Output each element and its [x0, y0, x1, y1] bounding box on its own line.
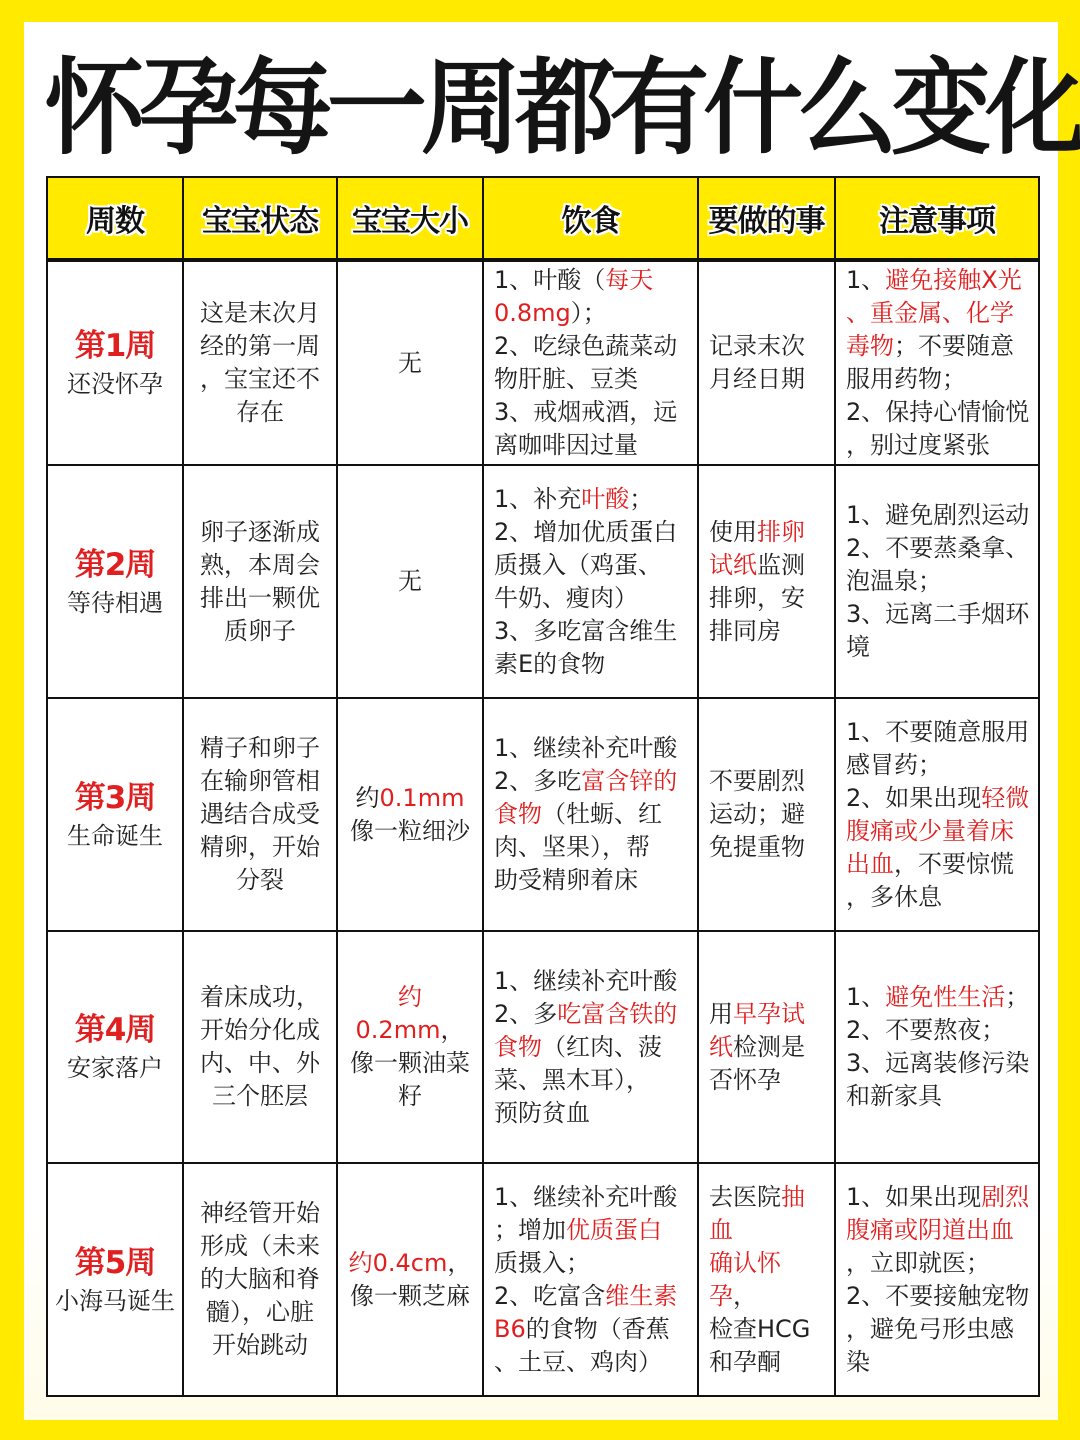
- text-line: [494, 732, 691, 765]
- highlight-text: 优质蛋白: [566, 1215, 662, 1244]
- text-line: [348, 1280, 472, 1313]
- text-segment: 记录末次: [709, 332, 805, 360]
- text-line: [494, 582, 691, 615]
- text-segment: 3、戒烟戒酒，远: [494, 398, 678, 426]
- text-line: [494, 549, 691, 582]
- text-line: [846, 330, 1032, 363]
- text-segment: 像一粒细沙: [350, 816, 470, 845]
- week-name: 生命诞生: [67, 821, 163, 850]
- text-line: [709, 516, 828, 549]
- text-line: [494, 965, 691, 998]
- cell-diet: [483, 260, 698, 465]
- text-line: 分裂: [236, 866, 284, 894]
- text-segment: 无: [398, 567, 422, 595]
- text-segment: 服用药物；: [846, 365, 966, 393]
- text-line: [494, 1280, 691, 1313]
- highlight-text: 腹痛或阴道出血: [846, 1215, 1014, 1244]
- text-segment: 1、不要随意服用: [846, 717, 1030, 746]
- highlight-text: 叶酸: [581, 484, 630, 513]
- text-line: [494, 798, 691, 831]
- week-number: 第3周: [74, 779, 156, 816]
- text-line: [348, 347, 472, 380]
- text-line: [494, 396, 691, 429]
- cell-diet: [483, 465, 698, 698]
- highlight-text: 轻微: [981, 783, 1030, 812]
- cell-todo: [698, 1163, 835, 1396]
- text-segment: 2、保持心情愉悦: [846, 398, 1030, 426]
- cell-todo: [698, 931, 835, 1163]
- text-segment: 不要剧烈: [709, 767, 805, 795]
- highlight-text: 食物: [494, 800, 542, 828]
- text-line: [846, 429, 1032, 462]
- text-segment: 1、: [846, 983, 886, 1011]
- text-segment: 助受精卵着床: [494, 866, 638, 894]
- text-line: [348, 782, 472, 815]
- text-segment: 菜、黑木耳），: [494, 1065, 650, 1094]
- highlight-text: 早孕试: [733, 999, 805, 1028]
- text-segment: 离咖啡因过量: [494, 431, 638, 459]
- highlight-text: 抽血: [709, 1182, 805, 1244]
- text-segment: ，: [447, 1248, 472, 1277]
- text-segment: 1、补充: [494, 484, 582, 513]
- text-segment: 1、继续补充叶酸: [494, 734, 678, 762]
- text-line: [846, 848, 1032, 881]
- text-line: [846, 1214, 1032, 1247]
- text-line: 熟，本周会: [200, 550, 320, 579]
- text-line: [846, 981, 1032, 1014]
- cell-notes: [835, 260, 1039, 465]
- text-line: [494, 1064, 691, 1097]
- header-baby-size: 宝宝大小: [337, 177, 483, 260]
- header-baby-state: 宝宝状态: [183, 177, 337, 260]
- text-segment: 约: [355, 783, 380, 812]
- pregnancy-weeks-table: [46, 176, 1040, 1397]
- cell-baby-state: [183, 1163, 337, 1396]
- text-line: [348, 981, 472, 1047]
- cell-baby-state: [183, 465, 337, 698]
- text-line: [709, 582, 828, 615]
- text-segment: 2、如果出现: [846, 783, 982, 812]
- text-segment: 2、吃富含: [494, 1281, 606, 1310]
- cell-baby-state: [183, 931, 337, 1163]
- text-line: [709, 998, 828, 1031]
- highlight-text: 约0.2mm: [355, 983, 441, 1044]
- text-line: [709, 1181, 828, 1247]
- text-line: [846, 499, 1032, 532]
- text-segment: 2、不要蒸桑拿、: [846, 534, 1030, 562]
- cell-week: [47, 260, 183, 465]
- week-number: 第5周: [74, 1244, 156, 1281]
- header-todo: 要做的事: [698, 177, 835, 260]
- highlight-text: 维生素: [605, 1281, 678, 1310]
- text-line: [348, 815, 472, 848]
- cell-todo: [698, 698, 835, 931]
- cell-diet: [483, 931, 698, 1163]
- text-line: 的大脑和脊: [200, 1265, 320, 1293]
- week-number: 第4周: [74, 1012, 156, 1048]
- highlight-text: 吃富含铁的: [557, 999, 678, 1028]
- text-line: 质卵子: [224, 616, 296, 645]
- week-name: 还没怀孕: [67, 370, 163, 398]
- text-segment: 2、不要熬夜；: [846, 1016, 1006, 1044]
- cell-todo: [698, 465, 835, 698]
- text-line: 开始跳动: [212, 1331, 308, 1359]
- text-line: [846, 565, 1032, 598]
- cell-baby-size: [337, 931, 483, 1163]
- text-line: [494, 1097, 691, 1130]
- highlight-text: B6: [494, 1314, 526, 1343]
- header-diet: 饮食: [483, 177, 698, 260]
- text-line: [494, 330, 691, 363]
- highlight-text: 富含锌的: [581, 767, 678, 795]
- text-segment: 3、多吃富含维生: [494, 616, 678, 645]
- text-line: 着床成功，: [200, 983, 320, 1011]
- text-segment: 质摄入；: [494, 1248, 590, 1277]
- text-line: [846, 264, 1032, 297]
- highlight-text: 毒物: [846, 332, 894, 360]
- text-segment: 、土豆、鸡肉）: [494, 1347, 662, 1376]
- text-line: [709, 615, 828, 648]
- cell-week: [47, 931, 183, 1163]
- text-line: [846, 716, 1032, 749]
- text-line: [846, 782, 1032, 815]
- text-line: [494, 429, 691, 462]
- highlight-text: 、重金属、化学: [846, 299, 1014, 327]
- text-line: 存在: [236, 398, 284, 426]
- text-line: 精卵，开始: [200, 833, 320, 861]
- text-segment: 1、叶酸（: [494, 266, 606, 294]
- text-line: 髓），心脏: [206, 1298, 314, 1326]
- text-segment: 泡温泉；: [846, 567, 942, 595]
- text-segment: 1、继续补充叶酸: [494, 1182, 678, 1211]
- highlight-text: 剧烈: [981, 1182, 1030, 1211]
- cell-notes: [835, 465, 1039, 698]
- text-segment: （牡蛎、红: [542, 800, 662, 828]
- text-segment: 和孕酮: [709, 1347, 781, 1376]
- table-row: [47, 698, 1039, 931]
- table-header-row: [47, 177, 1039, 260]
- cell-week: [47, 465, 183, 698]
- text-segment: ，多休息: [846, 882, 942, 911]
- text-line: [846, 1346, 1032, 1379]
- text-segment: 感冒药；: [846, 750, 942, 779]
- text-segment: 监测: [757, 550, 805, 579]
- highlight-text: 腹痛或少量着床: [846, 816, 1014, 845]
- text-line: [846, 363, 1032, 396]
- text-segment: 去医院: [709, 1182, 781, 1211]
- text-line: [494, 615, 691, 648]
- text-segment: 否怀孕: [709, 1065, 781, 1094]
- text-line: ，宝宝还不: [200, 365, 320, 393]
- text-line: [846, 598, 1032, 631]
- text-segment: ，: [440, 1016, 465, 1044]
- text-line: [494, 1313, 691, 1346]
- text-segment: 的食物（香蕉: [525, 1314, 670, 1343]
- highlight-text: 每天: [605, 266, 654, 294]
- text-segment: 检测是: [733, 1032, 805, 1061]
- text-segment: 籽: [398, 1082, 422, 1110]
- text-segment: 1、: [846, 266, 886, 294]
- text-segment: 1、如果出现: [846, 1182, 982, 1211]
- text-segment: 肉、坚果），帮: [494, 833, 650, 861]
- week-name: 安家落户: [67, 1054, 163, 1082]
- text-line: [709, 549, 828, 582]
- header-week: 周数: [47, 177, 183, 260]
- cell-baby-size: [337, 1163, 483, 1396]
- text-segment: 物肝脏、豆类: [494, 365, 638, 393]
- text-segment: 2、多吃: [494, 767, 582, 795]
- text-line: [494, 363, 691, 396]
- text-line: [709, 363, 828, 396]
- text-segment: ，立即就医；: [846, 1248, 990, 1277]
- text-line: [348, 1047, 472, 1080]
- text-line: [846, 1313, 1032, 1346]
- cell-week: [47, 1163, 183, 1396]
- text-line: [846, 396, 1032, 429]
- cell-diet: [483, 698, 698, 931]
- text-segment: 质摄入（鸡蛋、: [494, 550, 662, 579]
- highlight-text: 食物: [494, 1032, 542, 1061]
- text-segment: ，: [733, 1281, 757, 1310]
- table-row: [47, 931, 1039, 1163]
- text-segment: 像一颗油菜: [350, 1049, 470, 1077]
- week-number: 第1周: [74, 328, 156, 364]
- text-segment: 免提重物: [709, 833, 805, 861]
- text-line: [494, 648, 691, 681]
- text-line: 遇结合成受: [200, 800, 320, 828]
- header-notes: 注意事项: [835, 177, 1039, 260]
- text-segment: 像一颗芝麻: [350, 1281, 470, 1310]
- text-line: [709, 1247, 828, 1313]
- text-line: [846, 749, 1032, 782]
- week-name: 小海马诞生: [55, 1286, 175, 1315]
- text-line: [709, 1064, 828, 1097]
- text-line: 卵子逐渐成: [200, 517, 320, 546]
- text-segment: 3、远离二手烟环: [846, 600, 1030, 628]
- text-segment: ）；: [570, 299, 607, 327]
- text-line: 经的第一周: [200, 332, 320, 360]
- text-line: [846, 1080, 1032, 1113]
- highlight-text: 试纸: [709, 550, 757, 579]
- highlight-text: 确认怀孕: [709, 1248, 781, 1310]
- text-line: 三个胚层: [212, 1082, 308, 1110]
- text-segment: 1、避免剧烈运动: [846, 501, 1030, 529]
- text-line: [846, 1047, 1032, 1080]
- text-segment: 排同房: [709, 616, 781, 645]
- text-line: [494, 1031, 691, 1064]
- cell-notes: [835, 1163, 1039, 1396]
- text-line: [709, 798, 828, 831]
- text-line: [846, 1280, 1032, 1313]
- text-segment: （红肉、菠: [542, 1032, 662, 1061]
- text-line: [709, 330, 828, 363]
- cell-baby-size: [337, 260, 483, 465]
- text-segment: 素E的食物: [494, 649, 606, 678]
- text-segment: 2、多: [494, 999, 558, 1028]
- cell-baby-state: [183, 260, 337, 465]
- page-title: 怀孕每一周都有什么变化: [44, 47, 1080, 169]
- text-line: [494, 765, 691, 798]
- highlight-text: 0.8mg: [494, 299, 571, 327]
- text-line: [846, 881, 1032, 914]
- text-segment: ，不要惊慌: [894, 849, 1014, 878]
- text-segment: 牛奶、瘦肉）: [494, 583, 638, 612]
- highlight-text: 0.1mm: [379, 783, 465, 812]
- highlight-text: 排卵: [757, 517, 805, 546]
- highlight-text: 避免接触X光: [885, 266, 1022, 294]
- cell-notes: [835, 698, 1039, 931]
- text-line: 内、中、外: [200, 1049, 320, 1077]
- text-line: [846, 532, 1032, 565]
- cell-baby-size: [337, 465, 483, 698]
- text-line: [494, 483, 691, 516]
- text-segment: 无: [398, 348, 422, 377]
- text-line: [846, 297, 1032, 330]
- text-segment: 预防贫血: [494, 1098, 590, 1127]
- text-line: [494, 998, 691, 1031]
- highlight-text: 出血: [846, 849, 894, 878]
- text-line: [494, 1247, 691, 1280]
- text-line: [709, 831, 828, 864]
- table-row: [47, 260, 1039, 465]
- text-segment: 和新家具: [846, 1082, 942, 1110]
- text-line: [494, 831, 691, 864]
- text-line: [494, 1214, 691, 1247]
- highlight-text: 纸: [709, 1032, 733, 1061]
- text-line: [348, 565, 472, 598]
- text-line: [709, 1313, 828, 1346]
- text-line: [846, 631, 1032, 664]
- text-segment: 检查HCG: [709, 1314, 811, 1343]
- text-segment: ；增加: [494, 1215, 566, 1244]
- text-segment: 2、增加优质蛋白: [494, 517, 678, 546]
- text-segment: 月经日期: [709, 365, 805, 393]
- text-segment: ，别过度紧张: [846, 431, 990, 459]
- week-number: 第2周: [74, 546, 156, 583]
- text-segment: ；不要随意: [894, 332, 1014, 360]
- text-line: [494, 1181, 691, 1214]
- highlight-text: 约0.4cm: [348, 1248, 448, 1277]
- text-segment: 3、远离装修污染: [846, 1049, 1030, 1077]
- text-line: [846, 1181, 1032, 1214]
- text-segment: 2、不要接触宠物: [846, 1281, 1030, 1310]
- text-line: [348, 1247, 472, 1280]
- text-line: [494, 297, 691, 330]
- cell-baby-size: [337, 698, 483, 931]
- text-segment: ；: [1005, 983, 1030, 1011]
- text-line: 在输卵管相: [200, 767, 320, 795]
- text-segment: 用: [709, 999, 733, 1028]
- text-line: [846, 1014, 1032, 1047]
- text-segment: 1、继续补充叶酸: [494, 966, 678, 995]
- text-segment: 2、吃绿色蔬菜动: [494, 332, 678, 360]
- text-segment: 运动；避: [709, 800, 805, 828]
- text-line: 精子和卵子: [200, 734, 320, 762]
- text-line: [494, 516, 691, 549]
- text-segment: ；: [629, 484, 654, 513]
- text-line: 开始分化成: [200, 1016, 320, 1044]
- text-segment: ，避免弓形虫感: [846, 1314, 1014, 1343]
- week-name: 等待相遇: [67, 588, 163, 617]
- text-line: 这是末次月: [200, 299, 320, 327]
- text-line: 形成（未来: [200, 1232, 320, 1260]
- text-line: 排出一颗优: [200, 583, 320, 612]
- text-line: [494, 1346, 691, 1379]
- cell-week: [47, 698, 183, 931]
- text-segment: 境: [846, 633, 870, 661]
- text-segment: 使用: [709, 517, 757, 546]
- text-segment: 排卵，安: [709, 583, 805, 612]
- cell-todo: [698, 260, 835, 465]
- text-line: [846, 1247, 1032, 1280]
- cell-diet: [483, 1163, 698, 1396]
- cell-notes: [835, 931, 1039, 1163]
- table-row: [47, 1163, 1039, 1396]
- text-line: [494, 864, 691, 897]
- highlight-text: 避免性生活: [885, 983, 1006, 1011]
- text-line: [494, 264, 691, 297]
- table-row: [47, 465, 1039, 698]
- text-segment: 染: [846, 1347, 870, 1376]
- text-line: [709, 1031, 828, 1064]
- text-line: [348, 1080, 472, 1113]
- text-line: [709, 765, 828, 798]
- text-line: [846, 815, 1032, 848]
- text-line: 神经管开始: [200, 1199, 320, 1227]
- cell-baby-state: [183, 698, 337, 931]
- text-line: [709, 1346, 828, 1379]
